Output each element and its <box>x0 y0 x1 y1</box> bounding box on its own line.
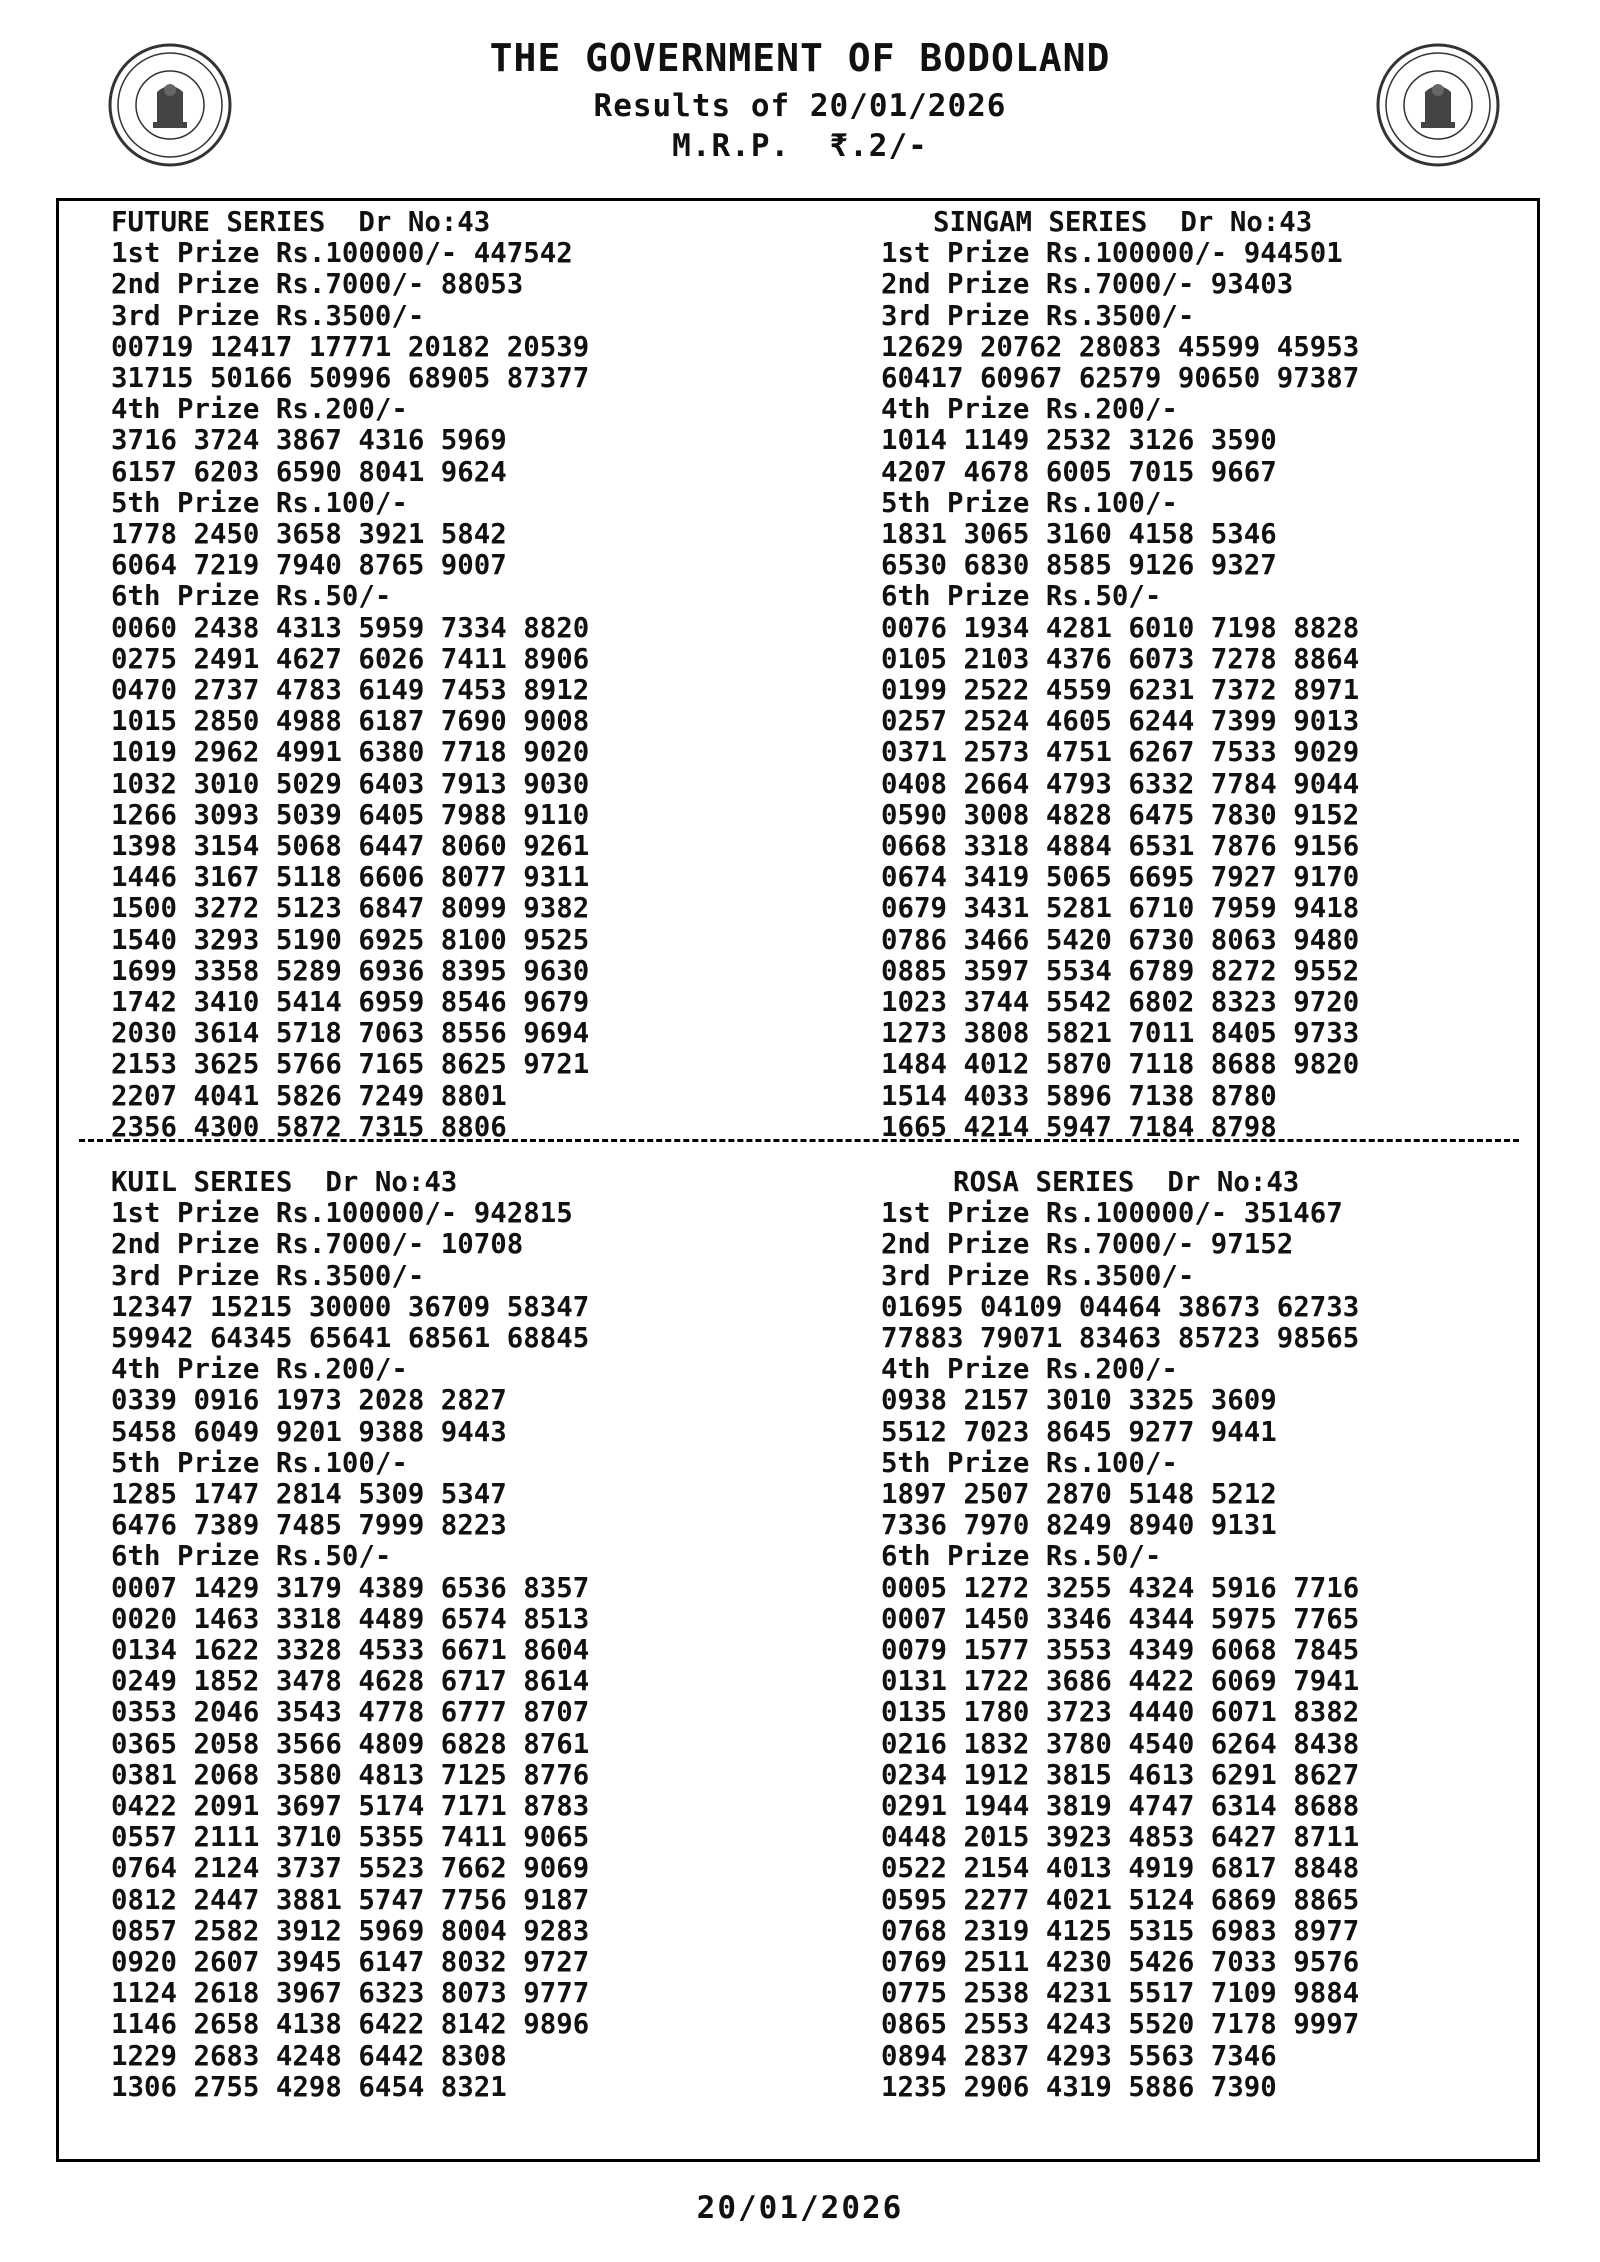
sixth-prize-row: 1446 3167 5118 6606 8077 9311 <box>111 862 590 894</box>
fourth-prize-row: 6157 6203 6590 8041 9624 <box>111 456 507 488</box>
fourth-prize-label: 4th Prize Rs.200/- <box>881 394 1178 426</box>
sixth-prize-row: 0595 2277 4021 5124 6869 8865 <box>881 1884 1360 1916</box>
sixth-prize-row: 0865 2553 4243 5520 7178 9997 <box>881 2009 1360 2041</box>
sixth-prize-row: 0249 1852 3478 4628 6717 8614 <box>111 1666 590 1698</box>
fourth-prize-row: 5458 6049 9201 9388 9443 <box>111 1416 507 1448</box>
fourth-prize-row: 5512 7023 8645 9277 9441 <box>881 1416 1277 1448</box>
mrp-price: M.R.P. ₹.2/- <box>672 128 928 164</box>
sixth-prize-row: 1229 2683 4248 6442 8308 <box>111 2040 507 2072</box>
sixth-prize-row: 0234 1912 3815 4613 6291 8627 <box>881 1759 1360 1791</box>
sixth-prize-row: 0674 3419 5065 6695 7927 9170 <box>881 862 1360 894</box>
sixth-prize-row: 0079 1577 3553 4349 6068 7845 <box>881 1635 1360 1667</box>
footer-date: 20/01/2026 <box>696 2190 904 2226</box>
sixth-prize-row: 0365 2058 3566 4809 6828 8761 <box>111 1728 590 1760</box>
third-prize-row: 12629 20762 28083 45599 45953 <box>881 331 1360 363</box>
sixth-prize-row: 0007 1429 3179 4389 6536 8357 <box>111 1572 590 1604</box>
sixth-prize-row: 0470 2737 4783 6149 7453 8912 <box>111 675 590 707</box>
results-date: Results of 20/01/2026 <box>593 88 1007 124</box>
sixth-prize-row: 1124 2618 3967 6323 8073 9777 <box>111 1978 590 2010</box>
series-title: KUIL SERIES Dr No:43 <box>111 1167 458 1198</box>
second-prize: 2nd Prize Rs.7000/- 93403 <box>881 269 1294 301</box>
sixth-prize-row: 0135 1780 3723 4440 6071 8382 <box>881 1697 1360 1729</box>
sixth-prize-row: 1023 3744 5542 6802 8323 9720 <box>881 987 1360 1019</box>
series-block-rosa <box>881 1167 1359 2103</box>
first-prize: 1st Prize Rs.100000/- 351467 <box>881 1198 1343 1230</box>
sixth-prize-row: 0668 3318 4884 6531 7876 9156 <box>881 831 1360 863</box>
sixth-prize-row: 0422 2091 3697 5174 7171 8783 <box>111 1791 590 1823</box>
sixth-prize-row: 2207 4041 5826 7249 8801 <box>111 1080 507 1112</box>
sixth-prize-row: 0216 1832 3780 4540 6264 8438 <box>881 1728 1360 1760</box>
sixth-prize-row: 0679 3431 5281 6710 7959 9418 <box>881 893 1360 925</box>
sixth-prize-row: 0199 2522 4559 6231 7372 8971 <box>881 675 1360 707</box>
fifth-prize-label: 5th Prize Rs.100/- <box>881 487 1178 519</box>
sixth-prize-label: 6th Prize Rs.50/- <box>111 581 392 613</box>
third-prize-label: 3rd Prize Rs.3500/- <box>111 1260 425 1292</box>
fourth-prize-label: 4th Prize Rs.200/- <box>111 1354 408 1386</box>
fifth-prize-row: 6476 7389 7485 7999 8223 <box>111 1510 507 1542</box>
sixth-prize-row: 0134 1622 3328 4533 6671 8604 <box>111 1635 590 1667</box>
fifth-prize-row: 1285 1747 2814 5309 5347 <box>111 1479 507 1511</box>
sixth-prize-row: 1235 2906 4319 5886 7390 <box>881 2071 1277 2103</box>
sixth-prize-label: 6th Prize Rs.50/- <box>881 581 1162 613</box>
sixth-prize-row: 1742 3410 5414 6959 8546 9679 <box>111 987 590 1019</box>
series-title: FUTURE SERIES Dr No:43 <box>111 207 491 238</box>
sixth-prize-row: 0007 1450 3346 4344 5975 7765 <box>881 1603 1360 1635</box>
sixth-prize-row: 0885 3597 5534 6789 8272 9552 <box>881 955 1360 987</box>
fifth-prize-row: 6064 7219 7940 8765 9007 <box>111 550 507 582</box>
fifth-prize-row: 1778 2450 3658 3921 5842 <box>111 519 507 551</box>
sixth-prize-row: 1665 4214 5947 7184 8798 <box>881 1111 1277 1143</box>
third-prize-label: 3rd Prize Rs.3500/- <box>881 300 1195 332</box>
fifth-prize-row: 1831 3065 3160 4158 5346 <box>881 519 1277 551</box>
sixth-prize-row: 1540 3293 5190 6925 8100 9525 <box>111 924 590 956</box>
sixth-prize-row: 0768 2319 4125 5315 6983 8977 <box>881 1915 1360 1947</box>
sixth-prize-row: 1146 2658 4138 6422 8142 9896 <box>111 2009 590 2041</box>
fourth-prize-label: 4th Prize Rs.200/- <box>111 394 408 426</box>
third-prize-row: 77883 79071 83463 85723 98565 <box>881 1323 1360 1355</box>
third-prize-row: 59942 64345 65641 68561 68845 <box>111 1323 590 1355</box>
fourth-prize-row: 0339 0916 1973 2028 2827 <box>111 1385 507 1417</box>
sixth-prize-row: 1015 2850 4988 6187 7690 9008 <box>111 706 590 738</box>
series-block-singam <box>881 207 1359 1143</box>
page-title: THE GOVERNMENT OF BODOLAND <box>489 36 1111 80</box>
fifth-prize-row: 7336 7970 8249 8940 9131 <box>881 1510 1277 1542</box>
fourth-prize-label: 4th Prize Rs.200/- <box>881 1354 1178 1386</box>
sixth-prize-row: 0522 2154 4013 4919 6817 8848 <box>881 1853 1360 1885</box>
second-prize: 2nd Prize Rs.7000/- 88053 <box>111 269 524 301</box>
sixth-prize-row: 1273 3808 5821 7011 8405 9733 <box>881 1018 1360 1050</box>
sixth-prize-label: 6th Prize Rs.50/- <box>111 1541 392 1573</box>
sixth-prize-row: 0371 2573 4751 6267 7533 9029 <box>881 737 1360 769</box>
series-title: ROSA SERIES Dr No:43 <box>953 1167 1300 1198</box>
sixth-prize-row: 0557 2111 3710 5355 7411 9065 <box>111 1822 590 1854</box>
first-prize: 1st Prize Rs.100000/- 944501 <box>881 238 1343 270</box>
second-prize: 2nd Prize Rs.7000/- 10708 <box>111 1229 524 1261</box>
sixth-prize-row: 0857 2582 3912 5969 8004 9283 <box>111 1915 590 1947</box>
third-prize-row: 01695 04109 04464 38673 62733 <box>881 1291 1360 1323</box>
fourth-prize-row: 3716 3724 3867 4316 5969 <box>111 425 507 457</box>
sixth-prize-row: 2356 4300 5872 7315 8806 <box>111 1111 507 1143</box>
series-divider <box>79 1139 1519 1142</box>
fourth-prize-row: 0938 2157 3010 3325 3609 <box>881 1385 1277 1417</box>
sixth-prize-row: 0005 1272 3255 4324 5916 7716 <box>881 1572 1360 1604</box>
sixth-prize-row: 2030 3614 5718 7063 8556 9694 <box>111 1018 590 1050</box>
sixth-prize-label: 6th Prize Rs.50/- <box>881 1541 1162 1573</box>
fifth-prize-row: 6530 6830 8585 9126 9327 <box>881 550 1277 582</box>
fourth-prize-row: 4207 4678 6005 7015 9667 <box>881 456 1277 488</box>
sixth-prize-row: 0381 2068 3580 4813 7125 8776 <box>111 1759 590 1791</box>
sixth-prize-row: 1019 2962 4991 6380 7718 9020 <box>111 737 590 769</box>
sixth-prize-row: 2153 3625 5766 7165 8625 9721 <box>111 1049 590 1081</box>
sixth-prize-row: 1266 3093 5039 6405 7988 9110 <box>111 799 590 831</box>
fifth-prize-label: 5th Prize Rs.100/- <box>111 487 408 519</box>
series-title: SINGAM SERIES Dr No:43 <box>933 207 1313 238</box>
sixth-prize-row: 0131 1722 3686 4422 6069 7941 <box>881 1666 1360 1698</box>
series-block-future <box>111 207 589 1143</box>
fifth-prize-label: 5th Prize Rs.100/- <box>111 1447 408 1479</box>
third-prize-row: 60417 60967 62579 90650 97387 <box>881 363 1360 395</box>
page-header <box>0 30 1600 166</box>
sixth-prize-row: 1500 3272 5123 6847 8099 9382 <box>111 893 590 925</box>
third-prize-row: 31715 50166 50996 68905 87377 <box>111 363 590 395</box>
first-prize: 1st Prize Rs.100000/- 942815 <box>111 1198 573 1230</box>
sixth-prize-row: 0275 2491 4627 6026 7411 8906 <box>111 643 590 675</box>
third-prize-row: 12347 15215 30000 36709 58347 <box>111 1291 590 1323</box>
sixth-prize-row: 0408 2664 4793 6332 7784 9044 <box>881 768 1360 800</box>
sixth-prize-row: 0076 1934 4281 6010 7198 8828 <box>881 612 1360 644</box>
sixth-prize-row: 0353 2046 3543 4778 6777 8707 <box>111 1697 590 1729</box>
sixth-prize-row: 0786 3466 5420 6730 8063 9480 <box>881 924 1360 956</box>
sixth-prize-row: 0920 2607 3945 6147 8032 9727 <box>111 1947 590 1979</box>
fourth-prize-row: 1014 1149 2532 3126 3590 <box>881 425 1277 457</box>
sixth-prize-row: 0775 2538 4231 5517 7109 9884 <box>881 1978 1360 2010</box>
sixth-prize-row: 0894 2837 4293 5563 7346 <box>881 2040 1277 2072</box>
third-prize-label: 3rd Prize Rs.3500/- <box>111 300 425 332</box>
sixth-prize-row: 0769 2511 4230 5426 7033 9576 <box>881 1947 1360 1979</box>
sixth-prize-row: 0060 2438 4313 5959 7334 8820 <box>111 612 590 644</box>
fifth-prize-label: 5th Prize Rs.100/- <box>881 1447 1178 1479</box>
sixth-prize-row: 0105 2103 4376 6073 7278 8864 <box>881 643 1360 675</box>
sixth-prize-row: 1032 3010 5029 6403 7913 9030 <box>111 768 590 800</box>
sixth-prize-row: 1484 4012 5870 7118 8688 9820 <box>881 1049 1360 1081</box>
results-box <box>56 198 1540 2162</box>
sixth-prize-row: 1306 2755 4298 6454 8321 <box>111 2071 507 2103</box>
sixth-prize-row: 0448 2015 3923 4853 6427 8711 <box>881 1822 1360 1854</box>
sixth-prize-row: 0764 2124 3737 5523 7662 9069 <box>111 1853 590 1885</box>
sixth-prize-row: 0590 3008 4828 6475 7830 9152 <box>881 799 1360 831</box>
sixth-prize-row: 1398 3154 5068 6447 8060 9261 <box>111 831 590 863</box>
third-prize-label: 3rd Prize Rs.3500/- <box>881 1260 1195 1292</box>
third-prize-row: 00719 12417 17771 20182 20539 <box>111 331 590 363</box>
fifth-prize-row: 1897 2507 2870 5148 5212 <box>881 1479 1277 1511</box>
sixth-prize-row: 0812 2447 3881 5747 7756 9187 <box>111 1884 590 1916</box>
sixth-prize-row: 0291 1944 3819 4747 6314 8688 <box>881 1791 1360 1823</box>
sixth-prize-row: 1514 4033 5896 7138 8780 <box>881 1080 1277 1112</box>
second-prize: 2nd Prize Rs.7000/- 97152 <box>881 1229 1294 1261</box>
series-block-kuil <box>111 1167 589 2103</box>
sixth-prize-row: 0257 2524 4605 6244 7399 9013 <box>881 706 1360 738</box>
sixth-prize-row: 1699 3358 5289 6936 8395 9630 <box>111 955 590 987</box>
sixth-prize-row: 0020 1463 3318 4489 6574 8513 <box>111 1603 590 1635</box>
first-prize: 1st Prize Rs.100000/- 447542 <box>111 238 573 270</box>
